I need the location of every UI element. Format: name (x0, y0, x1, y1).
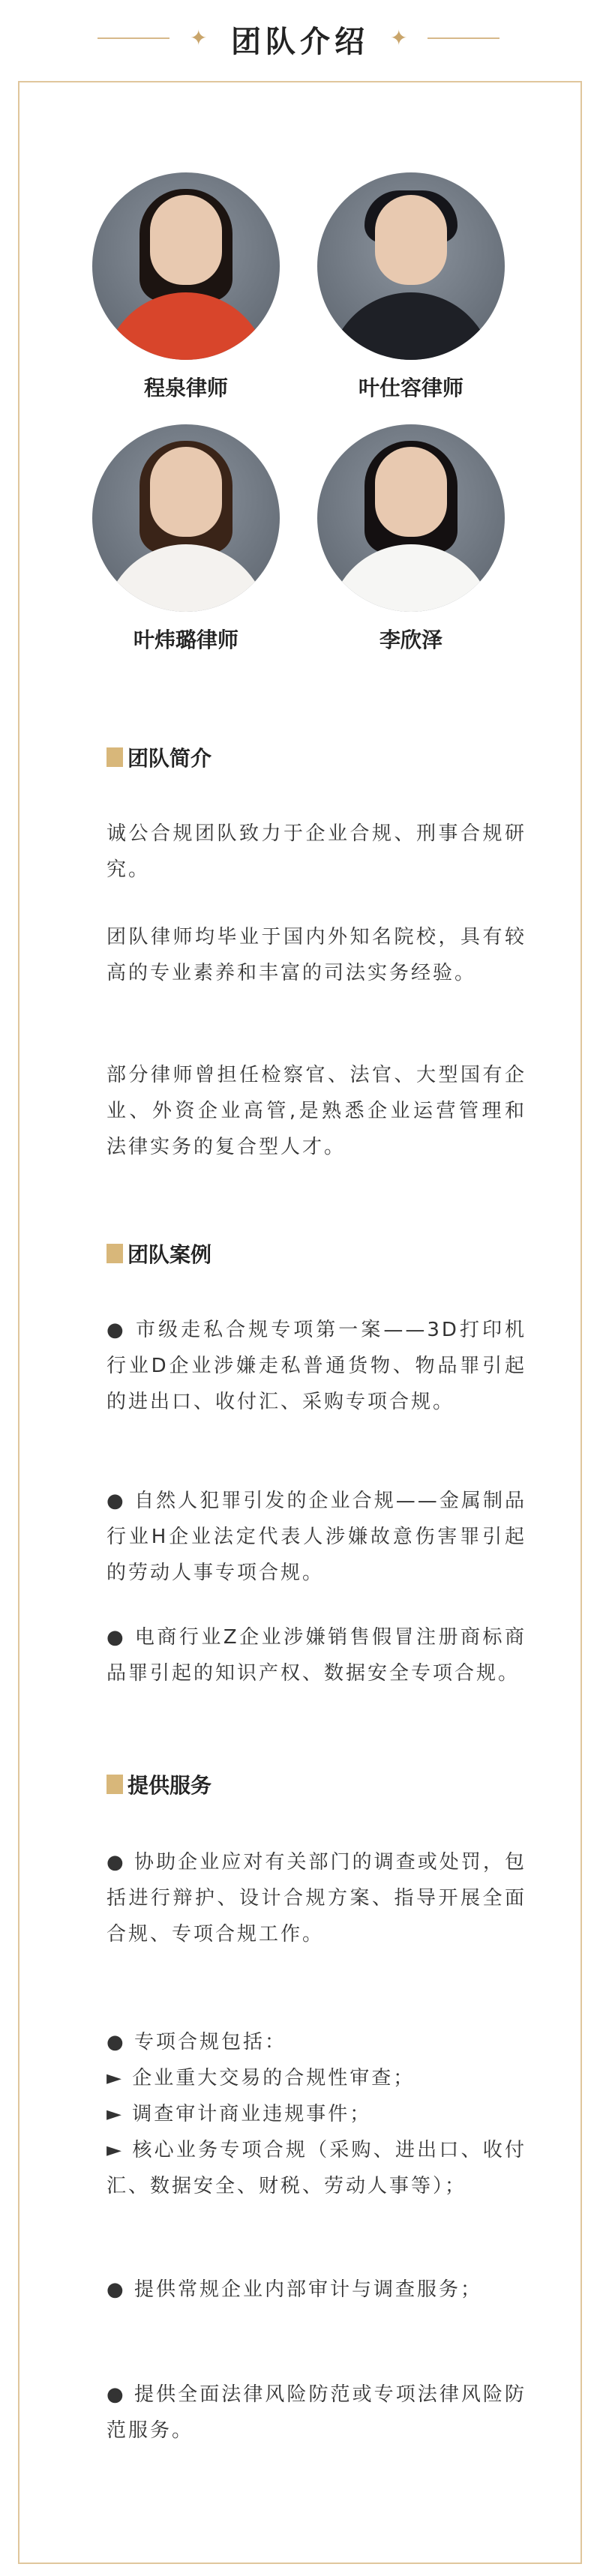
header-divider-right (428, 37, 500, 39)
case-item: ● 市级走私合规专项第一案——3D打印机行业D企业涉嫌走私普通货物、物品罪引起的进出口、收付汇、采购专项合规。 (106, 1319, 526, 1413)
intro-paragraph: 诚公合规团队致力于企业合规、刑事合规研究。 (106, 822, 526, 881)
member-name: 叶炜璐律师 (133, 628, 238, 652)
service-item: ● 提供全面法律风险防范或专项法律风险防范服务。 (106, 2383, 526, 2442)
case-item: ● 自然人犯罪引发的企业合规——金属制品行业H企业法定代表人涉嫌故意伤害罪引起的劳动人事专项合规。 (106, 1490, 526, 1584)
member-name: 李欣泽 (379, 628, 442, 652)
star-icon: ✦ (190, 25, 208, 50)
case-item: ● 电商行业Z企业涉嫌销售假冒注册商标商品罪引起的知识产权、数据安全专项合规。 (106, 1626, 526, 1685)
portrait-icon (92, 424, 280, 612)
section-title-text: 提供服务 (128, 1773, 212, 1798)
square-bullet-icon (106, 1244, 123, 1263)
star-icon: ✦ (390, 25, 408, 50)
service-subitem: ► 调查审计商业违规事件； (106, 2103, 372, 2125)
content-panel (18, 81, 582, 2564)
section-title-text: 团队案例 (128, 1242, 212, 1267)
service-item: ● 提供常规企业内部审计与调查服务； (106, 2278, 482, 2301)
service-item: ● 协助企业应对有关部门的调查或处罚，包括进行辩护、设计合规方案、指导开展全面合规、专项合规工作。 (106, 1851, 526, 1945)
portrait-icon (317, 424, 505, 612)
member-card (306, 424, 516, 654)
section-title-text: 团队简介 (128, 746, 212, 771)
member-name: 叶仕容律师 (358, 376, 464, 400)
page-header (0, 0, 600, 75)
service-subitem: ► 企业重大交易的合规性审查； (106, 2067, 416, 2089)
member-card (81, 172, 291, 402)
intro-paragraph: 部分律师曾担任检察官、法官、大型国有企业、外资企业高管,是熟悉企业运营管理和法律实务的复合型人才。 (106, 1064, 526, 1158)
page-title: 团队介绍 (231, 25, 369, 59)
member-card (306, 172, 516, 402)
service-subitem: ► 核心业务专项合规（采购、进出口、收付汇、数据安全、财税、劳动人事等）； (106, 2139, 526, 2197)
intro-paragraph: 团队律师均毕业于国内外知名院校，具有较高的专业素养和丰富的司法实务经验。 (106, 926, 526, 984)
portrait-icon (92, 172, 280, 360)
square-bullet-icon (106, 747, 123, 767)
section-title-intro (106, 742, 212, 772)
member-name: 程泉律师 (143, 376, 228, 400)
section-title-cases (106, 1239, 212, 1269)
section-title-services (106, 1769, 212, 1799)
square-bullet-icon (106, 1775, 123, 1794)
member-card (81, 424, 291, 654)
portrait-icon (317, 172, 505, 360)
service-item: ● 专项合规包括： (106, 2031, 286, 2053)
